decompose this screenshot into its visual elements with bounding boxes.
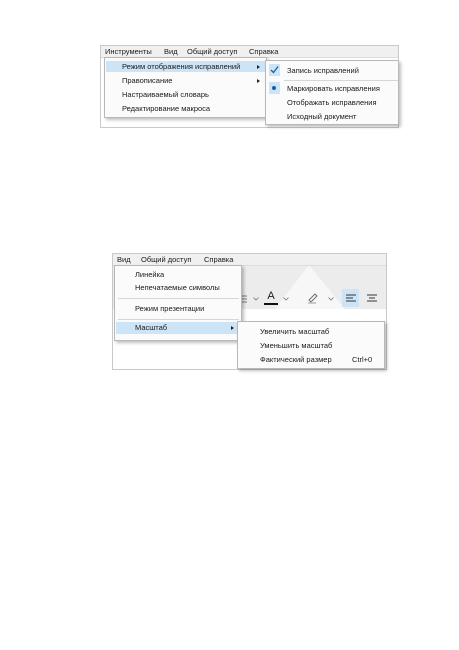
align-left-icon — [346, 294, 356, 303]
menu-item-zoom-out[interactable]: Уменьшить масштаб — [260, 341, 333, 350]
zoom-submenu — [237, 321, 385, 369]
menu-help[interactable]: Справка — [204, 255, 234, 264]
menu-item-custom-dictionary[interactable]: Настраиваемый словарь — [122, 90, 209, 99]
menu-share[interactable]: Общий доступ — [187, 47, 238, 56]
highlighter-icon[interactable] — [306, 291, 320, 305]
menu-view[interactable]: Вид — [164, 47, 178, 56]
align-center-icon[interactable] — [367, 294, 377, 303]
chevron-down-icon[interactable] — [283, 297, 289, 301]
menu-item-actual-size[interactable]: Фактический размер — [260, 355, 332, 364]
chevron-down-icon[interactable] — [253, 297, 259, 301]
menu-item-track-changes-mode[interactable]: Режим отображения исправлений — [122, 62, 241, 71]
track-changes-submenu — [265, 60, 399, 125]
chevron-right-icon — [231, 326, 234, 330]
screenshot-tools-menu — [100, 45, 399, 128]
menu-tools[interactable]: Инструменты — [105, 47, 152, 56]
menu-item-mark-changes[interactable]: Маркировать исправления — [287, 84, 380, 93]
menu-separator — [284, 80, 398, 81]
menu-view[interactable]: Вид — [117, 255, 131, 264]
align-lines-icon[interactable] — [242, 295, 248, 303]
check-icon — [270, 65, 279, 74]
menu-item-macro-editing[interactable]: Редактирование макроса — [122, 104, 211, 113]
chevron-right-icon — [257, 65, 260, 69]
font-color-icon[interactable]: A — [267, 290, 275, 302]
menu-item-zoom-in[interactable]: Увеличить масштаб — [260, 327, 330, 336]
menu-item-record-changes[interactable]: Запись исправлений — [287, 66, 359, 75]
menu-item-zoom[interactable]: Масштаб — [135, 323, 168, 332]
menu-item-show-changes[interactable]: Отображать исправления — [287, 98, 377, 107]
shortcut-label: Ctrl+0 — [352, 355, 373, 364]
chevron-right-icon — [257, 79, 260, 83]
align-left-button[interactable] — [342, 289, 359, 307]
view-menu — [114, 265, 242, 341]
screenshot-view-menu — [112, 253, 387, 370]
menu-item-ruler[interactable]: Линейка — [135, 270, 165, 279]
radio-dot-icon — [272, 86, 276, 90]
menu-item-nonprinting-chars[interactable]: Непечатаемые символы — [135, 283, 220, 292]
chevron-down-icon[interactable] — [328, 297, 334, 301]
font-color-bar — [264, 303, 278, 305]
menu-separator — [118, 298, 239, 299]
menu-item-original-document[interactable]: Исходный документ — [287, 112, 357, 121]
tools-menu — [104, 57, 267, 118]
menu-separator — [118, 319, 239, 320]
menu-share[interactable]: Общий доступ — [141, 255, 192, 264]
menu-item-spelling[interactable]: Правописание — [122, 76, 173, 85]
menu-item-presentation-mode[interactable]: Режим презентации — [135, 304, 205, 313]
menu-help[interactable]: Справка — [249, 47, 279, 56]
ribbon-background-shape — [263, 259, 383, 309]
